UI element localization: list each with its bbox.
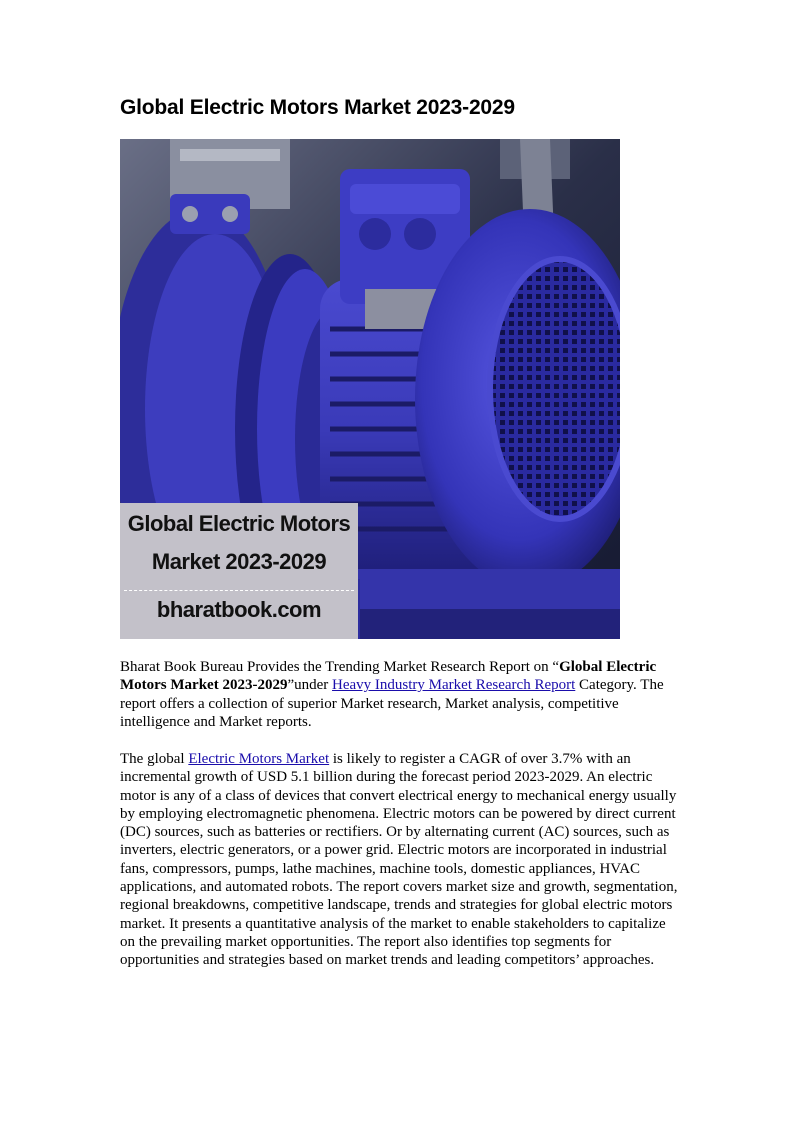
category-link[interactable]: Heavy Industry Market Research Report	[332, 677, 576, 694]
caption-website: bharatbook.com	[156, 597, 322, 622]
page-title: Global Electric Motors Market 2023-2029	[120, 96, 515, 119]
market-link[interactable]: Electric Motors Market	[188, 751, 330, 767]
intro-text: Bharat Book Bureau Provides the Trending Market Research Report on “	[120, 659, 560, 675]
caption-divider	[124, 590, 354, 591]
hero-image	[120, 139, 620, 639]
caption-title-line2: Market 2023-2029	[151, 549, 327, 574]
market-rest: is likely to register a CAGR of over 3.7% with an incremental growth of USD 5.1 billion during the forecast period 2023-2029. An electric motor is any of a class of devices that convert electrical energy to mechanical energy usually by employing electromagnetic phenomena. Electric motors can be powered by direct current (DC) sources, such as batteries or rectifiers. Or by alternating current (AC) sources, such as inverters, electric generators, or a power grid. Electric motors are incorporated in industrial fans, compressors, pumps, lathe machines, machine tools, domestic appliances, HVAC applications, and automated robots. The report covers market size and growth, segmentation, regional breakdowns, competitive landscape, trends and strategies for global electric motors market. It presents a quantitative analysis of the market to enable stakeholders to capitalize on the prevailing market opportunities. The report also identifies top segments for opportunities and strategies based on market trends and leading competitors’ approaches.	[120, 751, 678, 969]
caption-title-line1: Global Electric Motors	[127, 511, 351, 536]
market-intro: The global	[120, 751, 189, 767]
intro-rest: Category. The report offers a collection of superior Market research, Market analysis, competitive intelligence and Market reports.	[120, 677, 664, 730]
intro-paragraph	[120, 658, 680, 731]
after-report-name: ”under	[287, 677, 333, 694]
report-name: Global Electric Motors Market 2023-2029	[120, 659, 657, 694]
image-caption-overlay	[120, 503, 358, 639]
market-paragraph	[120, 750, 680, 970]
